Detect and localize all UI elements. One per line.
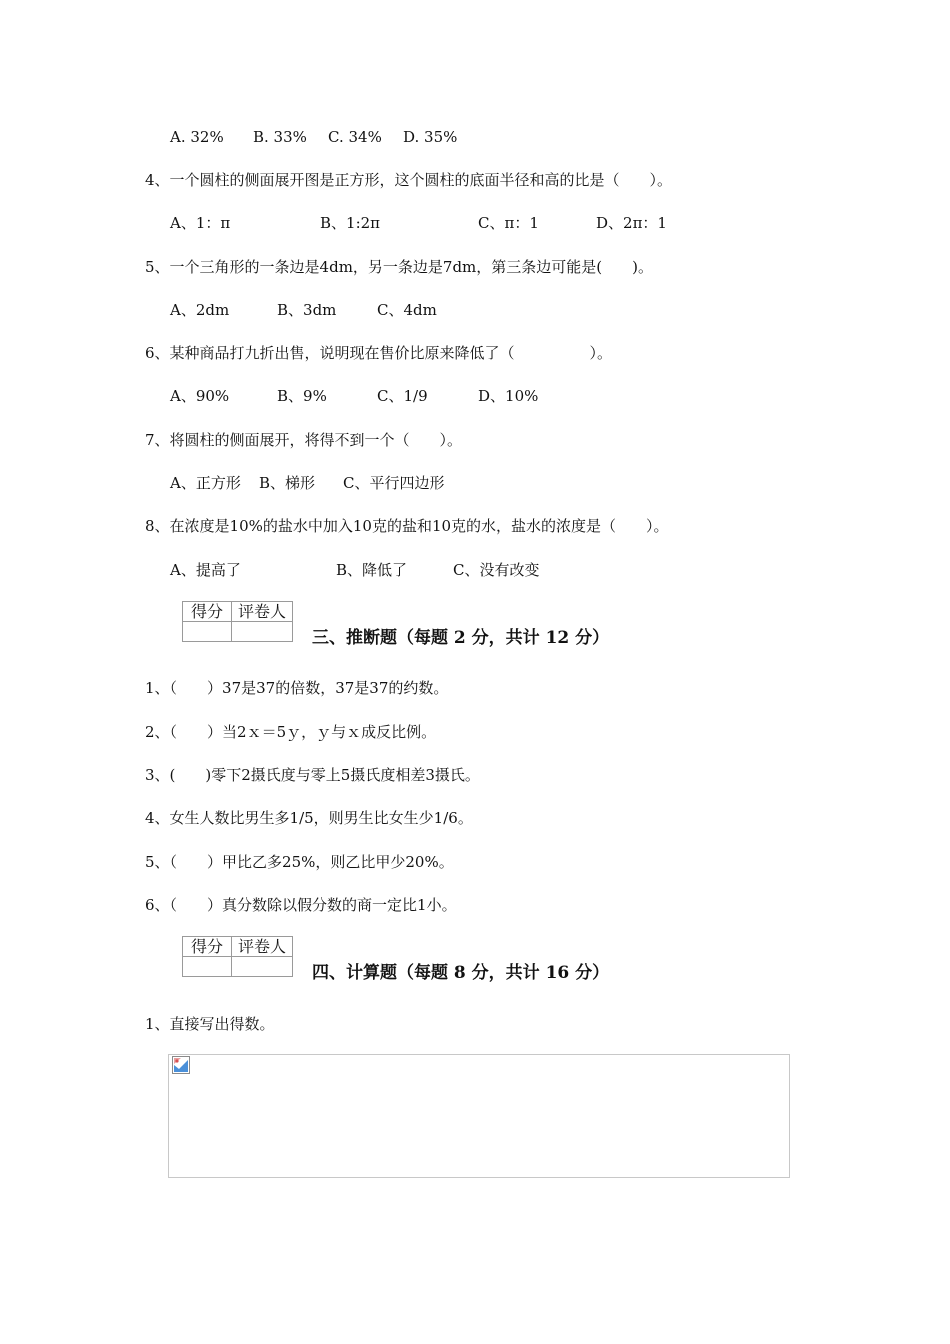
- q4-option-b: B、1:2π: [320, 214, 381, 232]
- question-5: 5、一个三角形的一条边是4dm，另一条边是7dm，第三条边可能是( )。: [145, 258, 653, 276]
- question-6: 6、某种商品打九折出售，说明现在售价比原来降低了（ ）。: [145, 344, 613, 362]
- judge-item-2: 2、（ ）当2ｘ＝5ｙ，ｙ与ｘ成反比例。: [145, 723, 437, 741]
- grader-header: 评卷人: [232, 602, 293, 622]
- q4-option-a: A、1：π: [170, 214, 231, 232]
- q6-option-a: A、90%: [170, 387, 230, 405]
- q5-option-a: A、2dm: [170, 301, 230, 319]
- question-4: 4、一个圆柱的侧面展开图是正方形，这个圆柱的底面半径和高的比是（ ）。: [145, 171, 673, 189]
- q3-option-c: C. 34%: [328, 128, 382, 146]
- q8-option-a: A、提高了: [170, 561, 241, 579]
- grader-cell[interactable]: [232, 622, 293, 642]
- q5-option-b: B、3dm: [277, 301, 337, 319]
- calc-item-1: 1、直接写出得数。: [145, 1015, 275, 1033]
- q7-option-a: A、正方形: [170, 474, 241, 492]
- score-cell[interactable]: [183, 957, 232, 977]
- q3-option-a: A. 32%: [170, 128, 224, 146]
- section-3-title: 三、推断题（每题 2 分，共计 12 分）: [312, 628, 610, 648]
- judge-item-4: 4、女生人数比男生多1/5，则男生比女生少1/6。: [145, 809, 473, 827]
- q6-option-c: C、1/9: [377, 387, 428, 405]
- q8-option-c: C、没有改变: [453, 561, 540, 579]
- q8-option-b: B、降低了: [336, 561, 408, 579]
- q6-option-d: D、10%: [478, 387, 539, 405]
- score-cell[interactable]: [183, 622, 232, 642]
- q7-option-b: B、梯形: [259, 474, 316, 492]
- score-table-section-3: [182, 601, 293, 642]
- q7-option-c: C、平行四边形: [343, 474, 445, 492]
- q5-option-c: C、4dm: [377, 301, 437, 319]
- image-frame: [168, 1054, 790, 1178]
- q4-option-d: D、2π：1: [596, 214, 667, 232]
- judge-item-1: 1、（ ）37是37的倍数，37是37的约数。: [145, 679, 449, 697]
- q4-option-c: C、π：1: [478, 214, 539, 232]
- judge-item-5: 5、（ ）甲比乙多25%，则乙比甲少20%。: [145, 853, 454, 871]
- question-8: 8、在浓度是10%的盐水中加入10克的盐和10克的水，盐水的浓度是（ ）。: [145, 517, 669, 535]
- q3-option-d: D. 35%: [403, 128, 458, 146]
- score-header: 得分: [183, 937, 232, 957]
- judge-item-6: 6、（ ）真分数除以假分数的商一定比1小。: [145, 896, 457, 914]
- judge-item-3: 3、( )零下2摄氏度与零上5摄氏度相差3摄氏。: [145, 766, 480, 784]
- grader-cell[interactable]: [232, 957, 293, 977]
- question-7: 7、将圆柱的侧面展开，将得不到一个（ ）。: [145, 431, 463, 449]
- section-4-title: 四、计算题（每题 8 分，共计 16 分）: [312, 963, 610, 983]
- score-header: 得分: [183, 602, 232, 622]
- score-table-section-4: [182, 936, 293, 977]
- q3-option-b: B. 33%: [253, 128, 307, 146]
- grader-header: 评卷人: [232, 937, 293, 957]
- broken-image-icon: [172, 1056, 190, 1074]
- q6-option-b: B、9%: [277, 387, 327, 405]
